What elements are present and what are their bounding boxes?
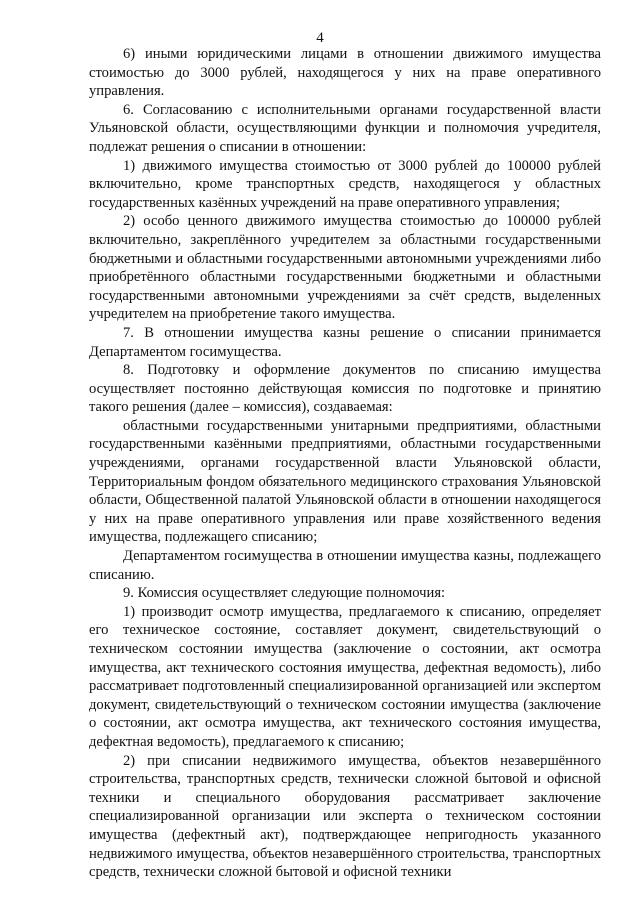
page-number: 4 <box>316 30 324 46</box>
paragraph-clause-9-item-2: 2) при списании недвижимого имущества, объектов незавершённого строительства, транспортных средств, технически сложной бытовой и офисной техники и специального оборудования рассматривает заключение специализированной организации или эксперта о техническом состоянии имущества (дефектный акт), подтверждающее непригодность указанного недвижимого имущества, объектов незавершённого строительства, транспортных средств, технически сложной бытовой и офисной техники <box>89 752 601 881</box>
paragraph-clause-6-item-1: 1) движимого имущества стоимостью от 3000 рублей до 100000 рублей включительно, кроме транспортных средств, находящегося у областных государственных казённых учреждений на праве оперативного управления; <box>89 157 601 211</box>
paragraph-item-6-other-legal-entities: 6) иными юридическими лицами в отношении движимого имущества стоимостью до 3000 рублей, находящегося у них на праве оперативного управления. <box>89 46 601 100</box>
paragraph-clause-8-department: Департаментом госимущества в отношении имущества казны, подлежащего списанию. <box>89 548 601 583</box>
paragraph-clause-9-item-1: 1) производит осмотр имущества, предлагаемого к списанию, определяет его техническое состояние, составляет документ, свидетельствующий о техническом состоянии имущества (заключение о состоянии, акт осмотра имущества, акт технического состояния имущества, дефектная ведомость), либо рассматривает подготовленный специализированной организацией или экспертом документ, свидетельствующий о техническом состоянии имущества (заключение о состоянии, акт осмотра имущества, акт технического состояния имущества, дефектная ведомость), предлагаемого к списанию; <box>89 603 601 750</box>
paragraph-clause-8-creators: областными государственными унитарными предприятиями, областными государственными казёнными предприятиями, областными государственными учреждениями, органами государственной власти Ульяновской области, Территориальным фондом обязательного медицинского страхования Ульяновской области, Общественной палатой Ульяновской области в отношении находящегося у них на праве оперативного управления или праве хозяйственного ведения имущества, подлежащего списанию; <box>89 417 601 546</box>
paragraph-clause-8-commission: 8. Подготовку и оформление документов по списанию имущества осуществляет постоянно действующая комиссия по подготовке и принятию такого решения (далее – комиссия), создаваемая: <box>89 362 601 416</box>
paragraph-clause-9-powers: 9. Комиссия осуществляет следующие полномочия: <box>123 585 446 602</box>
paragraph-clause-6-approval: 6. Согласованию с исполнительными органами государственной власти Ульяновской области, осуществляющими функции и полномочия учредителя, подлежат решения о списании в отношении: <box>89 101 601 155</box>
paragraph-clause-6-item-2: 2) особо ценного движимого имущества стоимостью до 100000 рублей включительно, закреплённого учредителем за областными государственными бюджетными и областными государственными автономными учреждениями либо приобретённого областными государственными бюджетными и областными государственными автономными учреждениями за счёт средств, выделенных учредителем на приобретение такого имущества. <box>89 213 601 323</box>
paragraph-clause-7-treasury: 7. В отношении имущества казны решение о списании принимается Департаментом госимущества. <box>89 324 601 360</box>
document-body <box>89 45 601 882</box>
